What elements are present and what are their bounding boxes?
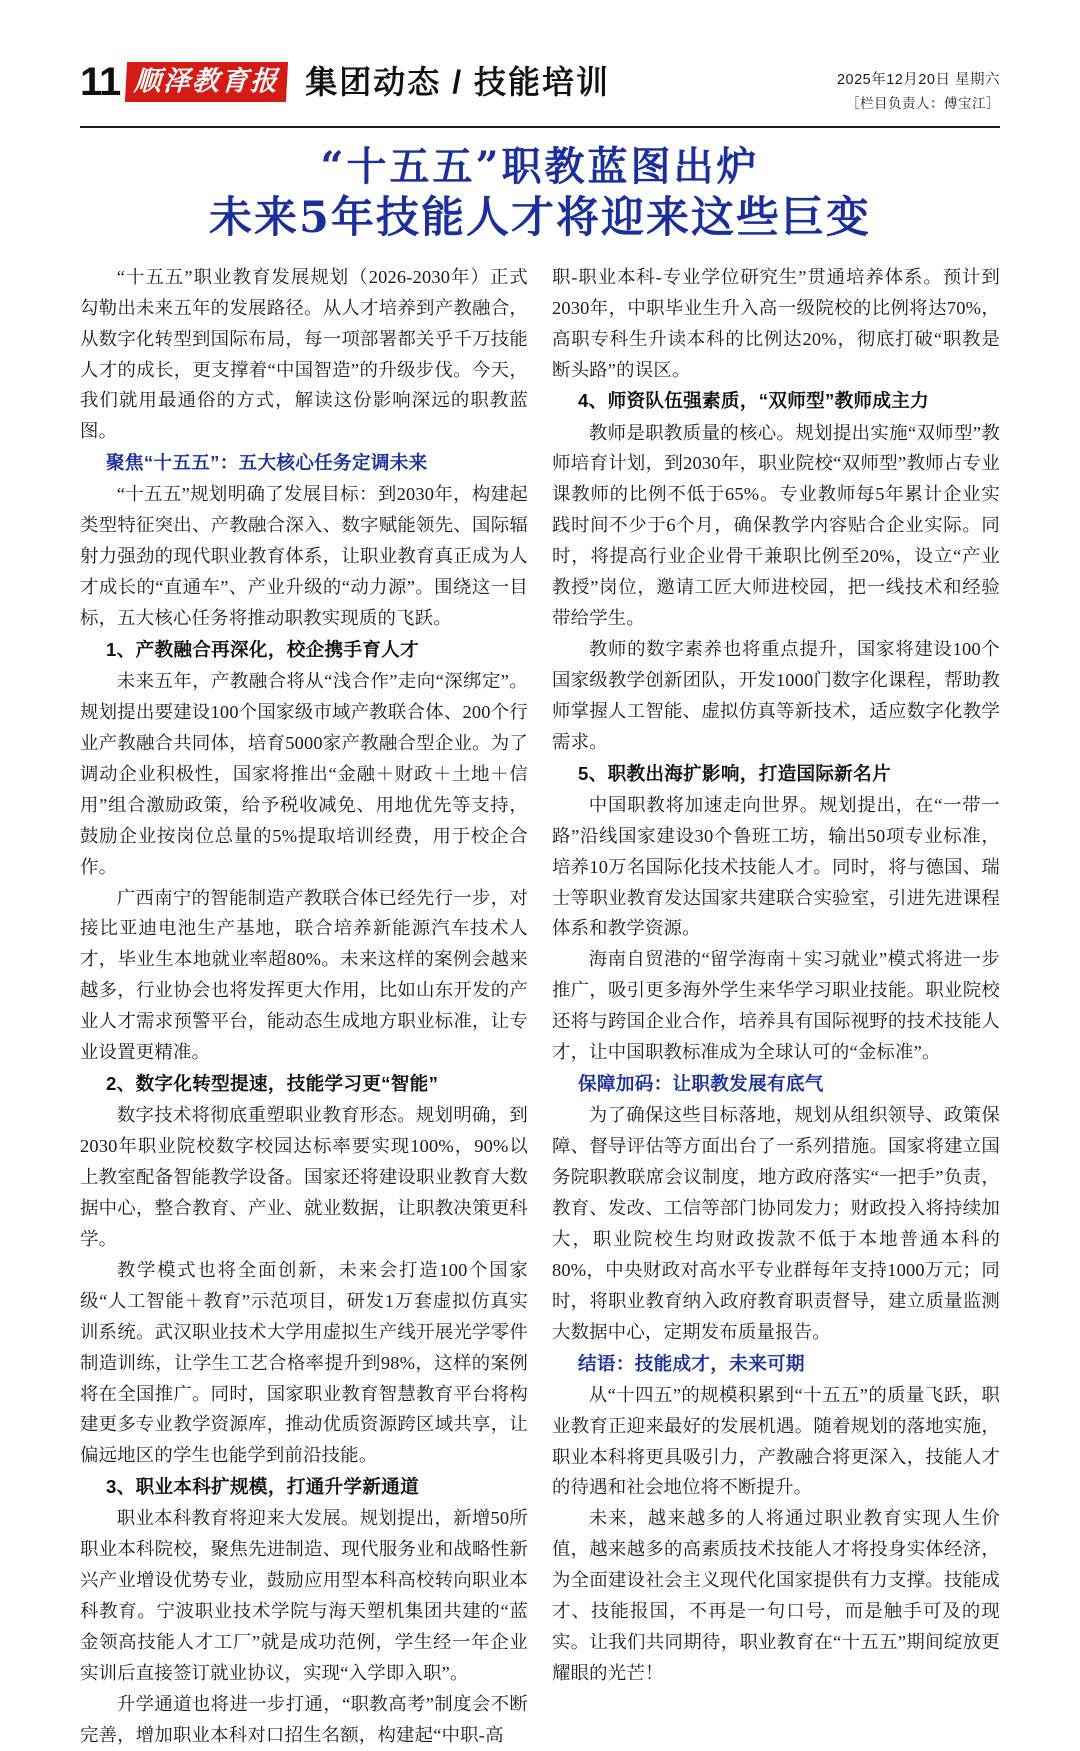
article-column-left <box>80 262 528 1745</box>
headline-line-1: “十五五”职教蓝图出炉 <box>320 143 760 190</box>
article-paragraph: 为了确保这些目标落地，规划从组织领导、政策保障、督导评估等方面出台了一系列措施。国家将建立国务院职教联席会议制度，地方政府落实“一把手”负责，教育、发改、工信等部门协同发力；财政投入将持续加大，职业院校生均财政拨款不低于本地普通本科的80%，中央财政对高水平专业群每年支持1000万元；同时，将职业教育纳入政府教育职责督导，建立质量监测大数据中心，定期发布质量报告。 <box>552 1105 1000 1342</box>
section-subheading: 保障加码：让职教发展有底气 <box>578 1073 824 1095</box>
article-paragraph: 职-职业本科-专业学位研究生”贯通培养体系。预计到2030年，中职毕业生升入高一级院校的比例将达70%，高职专科生升读本科的比例达20%，彻底打破“职教是断头路”的误区。 <box>552 266 1000 380</box>
publication-date: 2025年12月20日 星期六 <box>836 72 1000 88</box>
article-paragraph: 教师的数字素养也将重点提升，国家将建设100个国家级教学创新团队，开发1000门数字化课程，帮助教师掌握人工智能、虚拟仿真等新技术，适应数字化教学需求。 <box>552 639 1000 752</box>
section-subheading: 2、数字化转型提速，技能学习更“智能” <box>106 1073 439 1095</box>
section-subheading: 3、职业本科扩规模，打通升学新通道 <box>106 1476 419 1498</box>
paper-logo: 顺泽教育报 <box>125 62 288 102</box>
section-subheading: 4、师资队伍强素质，“双师型”教师成主力 <box>578 390 930 412</box>
section-title: 集团动态 / 技能培训 <box>305 64 610 100</box>
article-column-right <box>552 262 1000 1683</box>
article-paragraph: 职业本科教育将迎来大发展。规划提出，新增50所职业本科院校，聚焦先进制造、现代服务业和战略性新兴产业增设优势专业，鼓励应用型本科高校转向职业本科教育。宁波职业技术学院与海天塑机集团共建的“蓝金领高技能人才工厂”就是成功范例，学生经一年企业实训后直接签订就业协议，实现“入学即入职”。 <box>80 1508 528 1683</box>
article-paragraph: “十五五”职业教育发展规划（2026-2030年）正式勾勒出未来五年的发展路径。从人才培养到产教融合，从数字化转型到国际布局，每一项部署都关乎千万技能人才的成长，更支撑着“中国智造”的升级步伐。今天，我们就用最通俗的方式，解读这份影响深远的职教蓝图。 <box>80 266 528 442</box>
section-subheading: 5、职教出海扩影响，打造国际新名片 <box>578 762 891 784</box>
masthead-left <box>80 62 610 102</box>
article-paragraph: 数字技术将彻底重塑职业教育形态。规划明确，到2030年职业院校数字校园达标率要实现100%，90%以上教室配备智能教学设备。国家还将建设职业教育大数据中心，整合教育、产业、就业数据，让职教决策更科学。 <box>80 1105 528 1249</box>
section-subheading: 1、产教融合再深化，校企携手育人才 <box>106 639 419 660</box>
page-number: 11 <box>80 60 121 104</box>
headline-line-2: 未来5年技能人才将迎来这些巨变 <box>209 193 871 243</box>
article-paragraph: 教学模式也将全面创新，未来会打造100个国家级“人工智能＋教育”示范项目，研发1万套虚拟仿真实训系统。武汉职业技术大学用虚拟生产线开展光学零件制造训练，让学生工艺合格率提升到98%，这样的案例将在全国推广。同时，国家职业教育智慧教育平台将构建更多专业教学资源库，推动优质资源跨区域共享，让偏远地区的学生也能学到前沿技能。 <box>80 1259 528 1466</box>
article-paragraph: 未来，越来越多的人将通过职业教育实现人生价值，越来越多的高素质技术技能人才将投身实体经济，为全面建设社会主义现代化国家提供有力支撑。技能成才、技能报国，不再是一句口号，而是触手可及的现实。让我们共同期待，职业教育在“十五五”期间绽放更耀眼的光芒！ <box>552 1508 1000 1683</box>
article-paragraph: 海南自贸港的“留学海南＋实习就业”模式将进一步推广，吸引更多海外学生来华学习职业技能。职业院校还将与跨国企业合作，培养具有国际视野的技术技能人才，让中国职教标准成为全球认可的“金标准”。 <box>552 949 1000 1063</box>
section-subheading: 结语：技能成才，未来可期 <box>578 1352 805 1374</box>
masthead <box>80 0 1000 120</box>
page-title <box>80 128 1000 246</box>
article-paragraph: 升学通道也将进一步打通，“职教高考”制度会不断完善，增加职业本科对口招生名额，构建起“中职-高 <box>80 1693 528 1745</box>
article-paragraph: 中国职教将加速走向世界。规划提出，在“一带一路”沿线国家建设30个鲁班工坊，输出50项专业标准，培养10万名国际化技术技能人才。同时，将与德国、瑞士等职业教育发达国家共建联合实验室，引进先进课程体系和教学资源。 <box>552 794 1000 939</box>
article-paragraph: 教师是职教质量的核心。规划提出实施“双师型”教师培育计划，到2030年，职业院校“双师型”教师占专业课教师的比例不低于65%。专业教师每5年累计企业实践时间不少于6个月，确保教学内容贴合企业实际。同时，将提高行业企业骨干兼职比例至20%，设立“产业教授”岗位，邀请工匠大师进校园，把一线技术和经验带给学生。 <box>552 422 1000 629</box>
section-subheading: 聚焦“十五五”：五大核心任务定调未来 <box>106 452 428 474</box>
column-editor: ［栏目负责人：傅宝江］ <box>846 95 1000 111</box>
article-paragraph: 从“十四五”的规模积累到“十五五”的质量飞跃，职业教育正迎来最好的发展机遇。随着规划的落地实施，职业本科将更具吸引力，产教融合将更深入，技能人才的待遇和社会地位将不断提升。 <box>552 1384 1000 1498</box>
article-paragraph: 广西南宁的智能制造产教联合体已经先行一步，对接比亚迪电池生产基地，联合培养新能源汽车技术人才，毕业生本地就业率超80%。未来这样的案例会越来越多，行业协会也将发挥更大作用，比如山东开发的产业人才需求预警平台，能动态生成地方职业标准，让专业设置更精准。 <box>80 887 528 1063</box>
masthead-right <box>837 62 1000 116</box>
article-paragraph: 未来五年，产教融合将从“浅合作”走向“深绑定”。规划提出要建设100个国家级市域产教联合体、200个行业产教融合共同体，培育5000家产教融合型企业。为了调动企业积极性，国家将推出“金融＋财政＋土地＋信用”组合激励政策，给予税收减免、用地优先等支持，鼓励企业按岗位总量的5%提取培训经费，用于校企合作。 <box>80 671 528 877</box>
article-body <box>80 262 1000 1745</box>
article-paragraph: “十五五”规划明确了发展目标：到2030年，构建起类型特征突出、产教融合深入、数字赋能领先、国际辐射力强劲的现代职业教育体系，让职业教育真正成为人才成长的“直通车”、产业升级的“动力源”。围绕这一目标，五大核心任务将推动职教实现质的飞跃。 <box>80 484 528 629</box>
